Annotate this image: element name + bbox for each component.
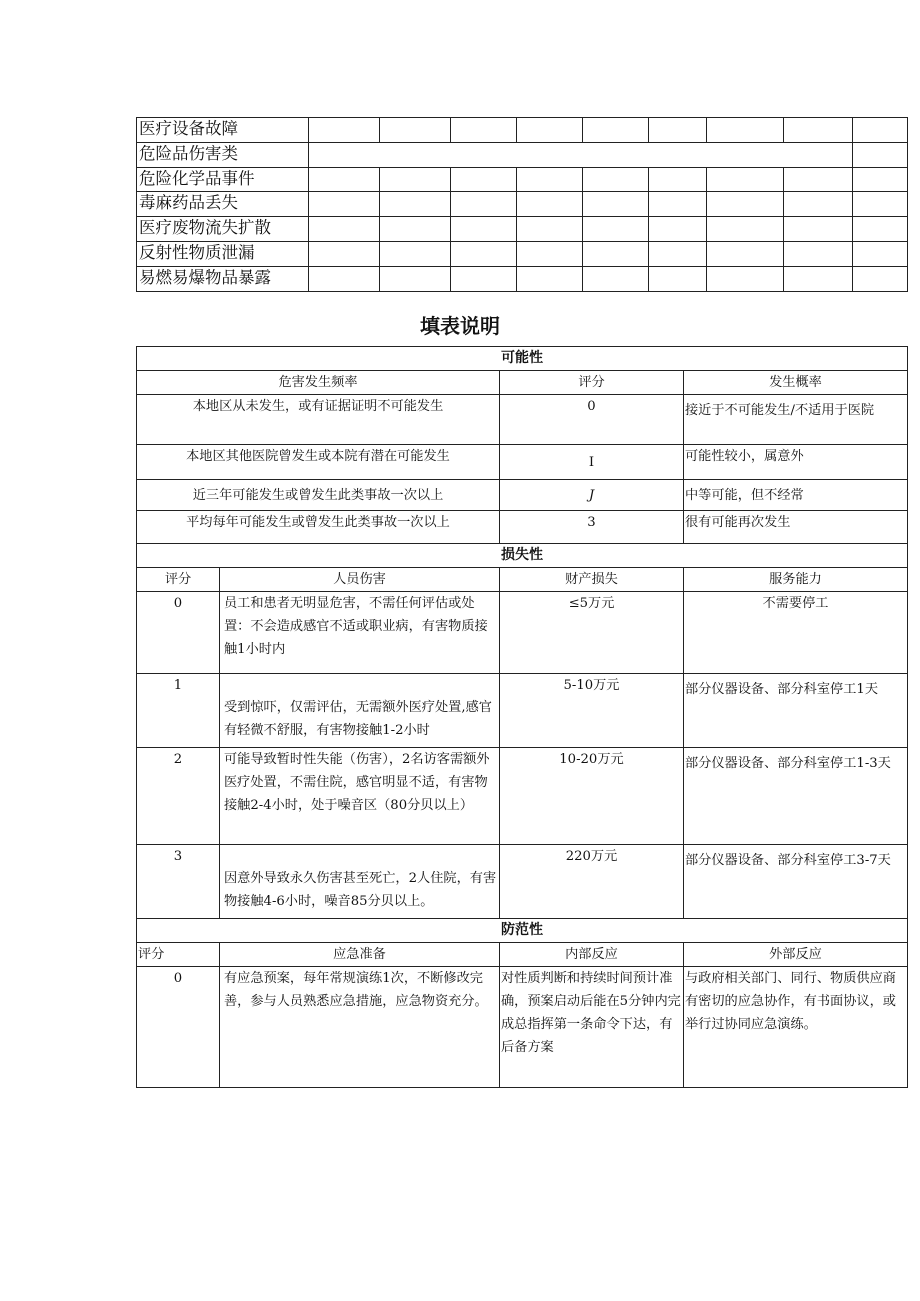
score-cell: J bbox=[500, 480, 684, 511]
possibility-section-row bbox=[137, 347, 908, 371]
grid-cell bbox=[583, 241, 649, 266]
grid-cell bbox=[707, 217, 784, 242]
grid-cell bbox=[853, 192, 908, 217]
injury-cell: 可能导致暂时性失能（伤害），2名访客需额外医疗处置，不需住院，感官明显不适，有害物接触2-4小时，处于噪音区（80分贝以上） bbox=[220, 748, 500, 845]
frequency-cell: 本地区其他医院曾发生或本院有潜在可能发生 bbox=[137, 445, 500, 480]
grid-cell bbox=[517, 266, 583, 291]
internal-response-cell: 对性质判断和持续时间预计准确，预案启动后能在5分钟内完成总指挥第一条命令下达，有后备方案 bbox=[500, 967, 684, 1088]
grid-cell bbox=[784, 217, 853, 242]
grid-cell bbox=[380, 118, 451, 143]
header-frequency: 危害发生频率 bbox=[137, 371, 500, 395]
header-score: 评分 bbox=[137, 943, 220, 967]
grid-cell bbox=[309, 118, 380, 143]
service-cell: 部分仪器设备、部分科室停工1天 bbox=[684, 674, 908, 748]
service-cell: 不需要停工 bbox=[684, 592, 908, 674]
score-cell: 0 bbox=[137, 592, 220, 674]
grid-cell bbox=[707, 167, 784, 192]
possibility-header-row bbox=[137, 371, 908, 395]
hazard-row bbox=[137, 217, 908, 242]
grid-cell bbox=[583, 167, 649, 192]
grid-cell bbox=[583, 266, 649, 291]
hazard-row bbox=[137, 118, 908, 143]
grid-cell bbox=[784, 192, 853, 217]
possibility-row bbox=[137, 511, 908, 544]
grid-cell bbox=[853, 118, 908, 143]
score-cell: 3 bbox=[500, 511, 684, 544]
probability-cell: 接近于不可能发生/不适用于医院 bbox=[684, 395, 908, 445]
grid-cell bbox=[649, 192, 707, 217]
hazard-row bbox=[137, 192, 908, 217]
grid-cell bbox=[517, 118, 583, 143]
property-cell: 10-20万元 bbox=[500, 748, 684, 845]
hazard-row bbox=[137, 241, 908, 266]
property-cell: ≤5万元 bbox=[500, 592, 684, 674]
grid-cell bbox=[380, 266, 451, 291]
score-cell: 2 bbox=[137, 748, 220, 845]
page-title: 填表说明 bbox=[420, 314, 500, 338]
prevention-header-row bbox=[137, 943, 908, 967]
grid-cell bbox=[707, 266, 784, 291]
grid-cell bbox=[451, 167, 517, 192]
hazard-name: 毒麻药品丢失 bbox=[137, 192, 309, 217]
merged-cell bbox=[309, 142, 853, 167]
frequency-cell: 平均每年可能发生或曾发生此类事故一次以上 bbox=[137, 511, 500, 544]
injury-cell: 员工和患者无明显危害，不需任何评估或处置：不会造成感官不适或职业病，有害物质接触1小时内 bbox=[220, 592, 500, 674]
probability-cell: 中等可能，但不经常 bbox=[684, 480, 908, 511]
grid-cell bbox=[451, 217, 517, 242]
grid-cell bbox=[451, 241, 517, 266]
grid-cell bbox=[853, 217, 908, 242]
service-cell: 部分仪器设备、部分科室停工1-3天 bbox=[684, 748, 908, 845]
hazard-table bbox=[136, 117, 908, 292]
grid-cell bbox=[517, 167, 583, 192]
external-response-cell: 与政府相关部门、同行、物质供应商有密切的应急协作，有书面协议，或举行过协同应急演练。 bbox=[684, 967, 908, 1088]
grid-cell bbox=[583, 192, 649, 217]
grid-cell bbox=[707, 241, 784, 266]
grid-cell bbox=[853, 241, 908, 266]
grid-cell bbox=[380, 241, 451, 266]
preparedness-cell: 有应急预案，每年常规演练1次，不断修改完善，参与人员熟悉应急措施，应急物资充分。 bbox=[220, 967, 500, 1088]
header-service-capability: 服务能力 bbox=[684, 568, 908, 592]
header-personnel-injury: 人员伤害 bbox=[220, 568, 500, 592]
header-emergency-preparedness: 应急准备 bbox=[220, 943, 500, 967]
hazard-name: 危险化学品事件 bbox=[137, 167, 309, 192]
grid-cell bbox=[784, 118, 853, 143]
loss-section-title: 损失性 bbox=[137, 544, 908, 568]
loss-row bbox=[137, 592, 908, 674]
loss-row bbox=[137, 748, 908, 845]
possibility-row bbox=[137, 480, 908, 511]
hazard-name: 易燃易爆物品暴露 bbox=[137, 266, 309, 291]
header-internal-response: 内部反应 bbox=[500, 943, 684, 967]
possibility-section-title: 可能性 bbox=[137, 347, 908, 371]
score-cell: 3 bbox=[137, 845, 220, 919]
hazard-table-body bbox=[137, 118, 908, 292]
grid-cell bbox=[380, 167, 451, 192]
grid-cell bbox=[784, 266, 853, 291]
grid-cell bbox=[309, 217, 380, 242]
grid-cell bbox=[583, 118, 649, 143]
header-external-response: 外部反应 bbox=[684, 943, 908, 967]
grid-cell bbox=[707, 192, 784, 217]
hazard-row bbox=[137, 142, 908, 167]
score-cell: 0 bbox=[137, 967, 220, 1088]
grid-cell bbox=[380, 217, 451, 242]
grid-cell bbox=[853, 167, 908, 192]
hazard-name: 危险品伤害类 bbox=[137, 142, 309, 167]
grid-cell bbox=[517, 241, 583, 266]
frequency-cell: 本地区从未发生，或有证据证明不可能发生 bbox=[137, 395, 500, 445]
injury-cell: 因意外导致永久伤害甚至死亡，2人住院，有害物接触4-6小时，噪音85分贝以上。 bbox=[220, 845, 500, 919]
score-cell: 0 bbox=[500, 395, 684, 445]
hazard-name: 医疗设备故障 bbox=[137, 118, 309, 143]
property-cell: 5-10万元 bbox=[500, 674, 684, 748]
property-cell: 220万元 bbox=[500, 845, 684, 919]
header-property-loss: 财产损失 bbox=[500, 568, 684, 592]
probability-cell: 可能性较小，属意外 bbox=[684, 445, 908, 480]
loss-section-row bbox=[137, 544, 908, 568]
grid-cell bbox=[784, 167, 853, 192]
header-score: 评分 bbox=[500, 371, 684, 395]
hazard-name: 医疗废物流失扩散 bbox=[137, 217, 309, 242]
frequency-cell: 近三年可能发生或曾发生此类事故一次以上 bbox=[137, 480, 500, 511]
grid-cell bbox=[380, 192, 451, 217]
hazard-row bbox=[137, 266, 908, 291]
header-probability: 发生概率 bbox=[684, 371, 908, 395]
grid-cell bbox=[707, 118, 784, 143]
hazard-row bbox=[137, 167, 908, 192]
grid-cell bbox=[517, 192, 583, 217]
loss-row bbox=[137, 845, 908, 919]
grid-cell bbox=[649, 118, 707, 143]
explanation-table bbox=[136, 346, 908, 1088]
possibility-row bbox=[137, 445, 908, 480]
possibility-row bbox=[137, 395, 908, 445]
loss-row bbox=[137, 674, 908, 748]
hazard-name: 反射性物质泄漏 bbox=[137, 241, 309, 266]
grid-cell bbox=[451, 266, 517, 291]
grid-cell bbox=[649, 217, 707, 242]
grid-cell bbox=[784, 241, 853, 266]
grid-cell bbox=[583, 217, 649, 242]
loss-header-row bbox=[137, 568, 908, 592]
grid-cell bbox=[649, 241, 707, 266]
grid-cell bbox=[309, 241, 380, 266]
grid-cell bbox=[451, 118, 517, 143]
score-cell: I bbox=[500, 445, 684, 480]
prevention-row bbox=[137, 967, 908, 1088]
grid-cell bbox=[517, 217, 583, 242]
grid-cell bbox=[649, 266, 707, 291]
injury-cell: 受到惊吓，仅需评估，无需额外医疗处置,感官有轻微不舒服，有害物接触1-2小时 bbox=[220, 674, 500, 748]
service-cell: 部分仪器设备、部分科室停工3-7天 bbox=[684, 845, 908, 919]
grid-cell bbox=[309, 192, 380, 217]
prevention-section-title: 防范性 bbox=[137, 919, 908, 943]
grid-cell bbox=[309, 266, 380, 291]
grid-cell bbox=[649, 167, 707, 192]
grid-cell bbox=[309, 167, 380, 192]
grid-cell bbox=[853, 142, 908, 167]
grid-cell bbox=[853, 266, 908, 291]
probability-cell: 很有可能再次发生 bbox=[684, 511, 908, 544]
score-cell: 1 bbox=[137, 674, 220, 748]
prevention-section-row bbox=[137, 919, 908, 943]
header-score: 评分 bbox=[137, 568, 220, 592]
grid-cell bbox=[451, 192, 517, 217]
